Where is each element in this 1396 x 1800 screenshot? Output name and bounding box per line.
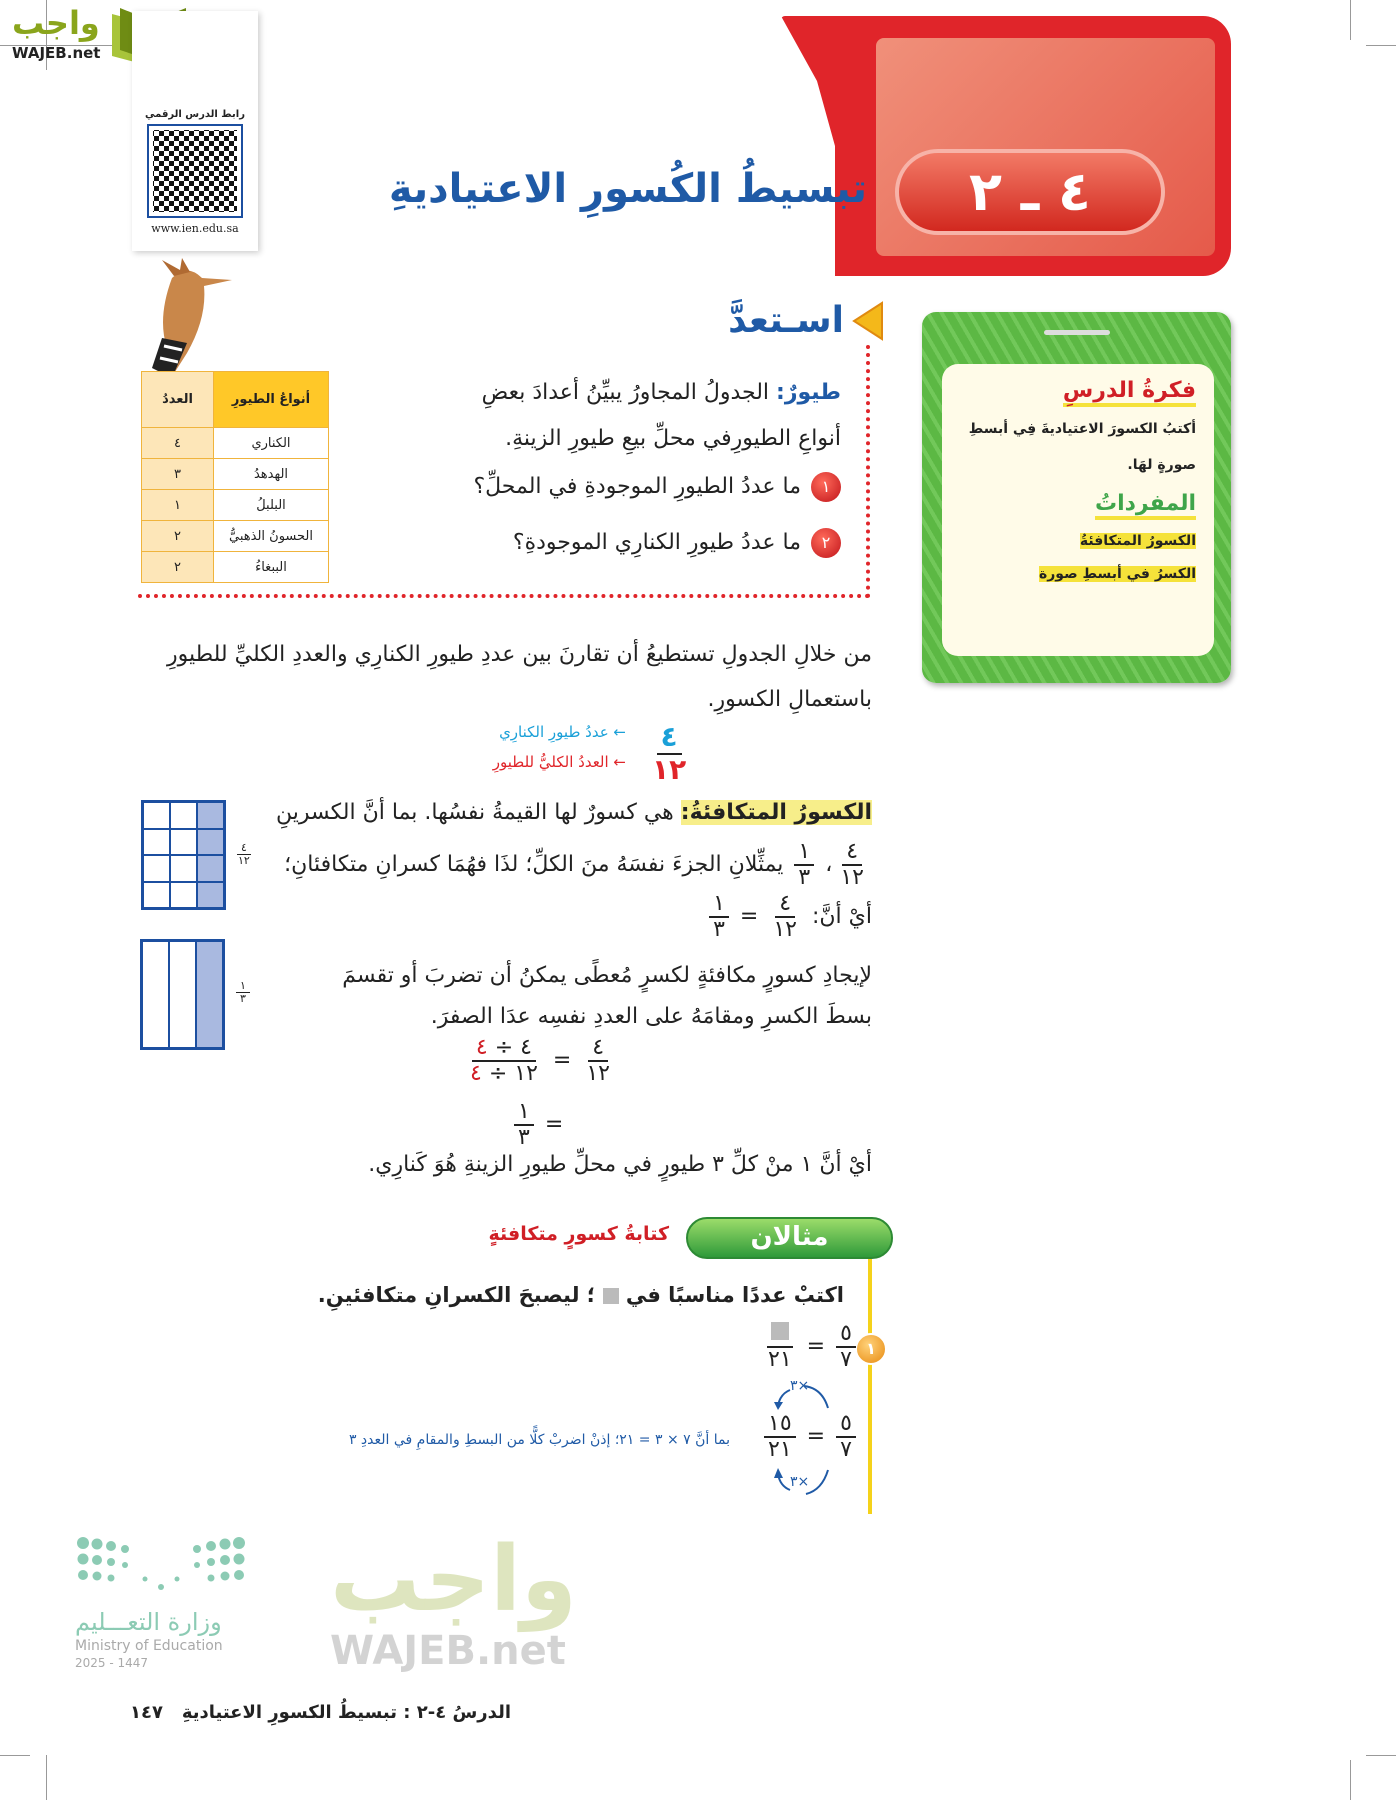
equivalent-term: الكسورُ المتكافئةُ:: [680, 800, 872, 825]
table-row: الحسونُ الذهبيُّ ٢: [142, 521, 329, 552]
table-row: الببغاءُ ٢: [142, 552, 329, 583]
question-1: [473, 470, 841, 503]
equivalent-line1: هي كسورٌ لها القيمةُ نفسُها. بما أنَّ الكسرينِ: [276, 800, 674, 825]
tab-slot: [1044, 330, 1110, 335]
question-number: ١: [811, 472, 841, 502]
vocab-item[interactable]: الكسرُ في أبسطِ صورة: [1038, 566, 1196, 582]
idea-text: أكتبُ الكسورَ الاعتياديةَ فِي أبسطِ صورةٍ لهَا.: [968, 421, 1196, 473]
fraction-denominator: ١٢: [652, 752, 687, 786]
ready-heading: [728, 300, 884, 341]
thirds-bar-model: [140, 939, 225, 1050]
denominator-label: ← العددُ الكليُّ للطيورِ: [492, 753, 626, 771]
finding-conclusion: أيْ أنَّ ١ منْ كلِّ ٣ طيورٍ في محلِّ طيورِ الزينةِ هُوَ كَنارِي.: [368, 1152, 872, 1177]
explain-paragraph: من خلالِ الجدولِ تستطيعُ أن تقارنَ بين عددِ طيورِ الكنارِي والعددِ الكليِّ للطيورِ باستعمالِ الكسورِ.: [166, 642, 872, 712]
table-row: الكناري ٤: [142, 428, 329, 459]
question-number: ٢: [811, 528, 841, 558]
example-equation-1: $\frac{٥}{٧}$ = ٢١: [760, 1322, 860, 1372]
ministry-dots-icon: [75, 1535, 247, 1595]
ministry-name-en: Ministry of Education: [75, 1638, 223, 1654]
multiplier-label-top: ×٣: [790, 1378, 810, 1394]
qr-code[interactable]: [147, 124, 243, 218]
logo-latin: WAJEB.net: [12, 44, 101, 62]
lesson-idea-box: [922, 312, 1231, 683]
idea-title: فكرةُ الدرسِ: [1063, 378, 1196, 407]
example-equation-2: $\frac{٥}{٧}$ = $\frac{١٥}{٢١}$: [760, 1412, 860, 1462]
intro-label: طيورٌ:: [776, 380, 841, 405]
multiply-arrow-top-icon: [772, 1380, 834, 1412]
table-row: الهدهدُ ٣: [142, 459, 329, 490]
footer-lesson-title: الدرسُ ٤-٢ : تبسيطُ الكسورِ الاعتياديةِ: [181, 1702, 511, 1723]
twelfths-grid-model: [141, 800, 226, 910]
question-2: [513, 526, 841, 559]
equivalent-line3: أيْ أنَّ: $\frac{٤}{١٢}$ = $\frac{١}{٣}$: [705, 892, 872, 942]
triangle-pointer-icon: [852, 301, 884, 341]
crop-mark: [46, 1755, 47, 1800]
lesson-number: ٤ ـ ٢: [969, 160, 1091, 223]
lesson-number-pill: [895, 149, 1165, 235]
watermark: [330, 1527, 577, 1674]
qr-url[interactable]: www.ien.edu.sa: [151, 222, 239, 235]
crop-mark: [1350, 0, 1351, 40]
ministry-years: 2025 - 1447: [75, 1656, 149, 1670]
crop-mark: [0, 1755, 30, 1756]
equivalent-line2: $\frac{٤}{١٢}$ ، $\frac{١}{٣}$ يمثِّلانِ الجزءَ نفسَهُ منَ الكلِّ؛ لذَا فهُمَا كسرانِ متكافئانِ؛: [284, 839, 864, 891]
placeholder-box: [603, 1288, 619, 1304]
crop-mark: [1366, 1755, 1396, 1756]
finding-line2: بسطَ الكسرِ ومقامَهُ على العددِ نفسِه عدَا الصفرَ.: [430, 1004, 872, 1029]
qr-label: رابط الدرس الرقمي: [145, 109, 245, 120]
examples-badge: [686, 1217, 893, 1259]
example-number: ١: [855, 1333, 887, 1365]
numerator-label: ← عددُ طيورِ الكنارِي: [499, 723, 626, 741]
ready-intro: [441, 370, 841, 462]
intro-text: الجدولُ المجاورُ يبيِّنُ أعدادَ بعضِ أنواعِ الطيورِفي محلِّ بيعِ طيورِ الزينةِ.: [481, 380, 841, 451]
grid-fraction-label: ٤ ١٢: [238, 841, 250, 868]
watermark-ar: واجب: [330, 1527, 577, 1632]
equivalent-def: [276, 796, 872, 829]
crop-mark: [1366, 45, 1396, 46]
page-title: تبسيطُ الكُسورِ الاعتياديةِ: [388, 166, 867, 212]
vocab-item[interactable]: الكسورُ المتكافئةُ: [1079, 533, 1196, 549]
multiplier-label-bottom: ×٣: [790, 1474, 810, 1490]
example-note: بما أنَّ ٧ × ٣ = ٢١؛ إذنْ اضربْ كلًّا من البسطِ والمقامِ في العددِ ٣: [348, 1432, 730, 1448]
ready-title: اسـتعدَّ: [728, 300, 844, 341]
question-text: ما عددُ طيورِ الكنارِي الموجودةِ؟: [512, 530, 801, 555]
table-header-count: العددُ: [142, 372, 214, 428]
logo-arabic: واجب: [12, 4, 100, 42]
table-row: البلبلُ ١: [142, 490, 329, 521]
ministry-logo: [75, 1535, 255, 1685]
result-equation: = $\frac{١}{٣}$: [510, 1100, 563, 1150]
question-text: ما عددُ الطيورِ الموجودةِ في المحلِّ؟: [473, 474, 801, 499]
finding-line1: لإيجادِ كسورٍ مكافئةٍ لكسرٍ مُعطًى يمكنُ أن تضربَ أو تقسمَ: [342, 963, 872, 988]
table-header-type: أنواعُ الطيورِ: [214, 372, 329, 428]
canary-fraction: [648, 722, 690, 786]
equivalent-text: يمثِّلانِ الجزءَ نفسَهُ منَ الكلِّ؛ لذَا فهُمَا كسرانِ متكافئانِ؛: [284, 852, 784, 878]
ministry-name-ar: وزارة التعـــليم: [75, 1608, 222, 1636]
examples-instruction: اكتبْ عددًا مناسبًا في ؛ ليصبحَ الكسرانِ متكافئينِ.: [317, 1283, 844, 1307]
placeholder-box: [771, 1322, 789, 1340]
page-number: ١٤٧: [130, 1702, 163, 1723]
qr-card: [132, 11, 258, 251]
birds-table: [141, 371, 329, 583]
lesson-header-block: [781, 16, 1231, 276]
examples-subtitle: كتابةُ كسورٍ متكافئةٍ: [488, 1223, 669, 1245]
examples-rule: [868, 1259, 872, 1514]
division-equation: $\frac{٤}{١٢}$ = $\frac{٤ \div ٤}{١٢ \div ٤}$: [470, 1035, 610, 1087]
watermark-en: WAJEB.net: [330, 1628, 566, 1674]
bars-fraction-label: ١ ٣: [236, 980, 250, 1005]
crop-mark: [1350, 1760, 1351, 1800]
examples-label: مثالان: [750, 1222, 829, 1252]
fraction-numerator: ٤: [657, 722, 682, 755]
vocab-title: المفرداتُ: [1095, 491, 1196, 520]
